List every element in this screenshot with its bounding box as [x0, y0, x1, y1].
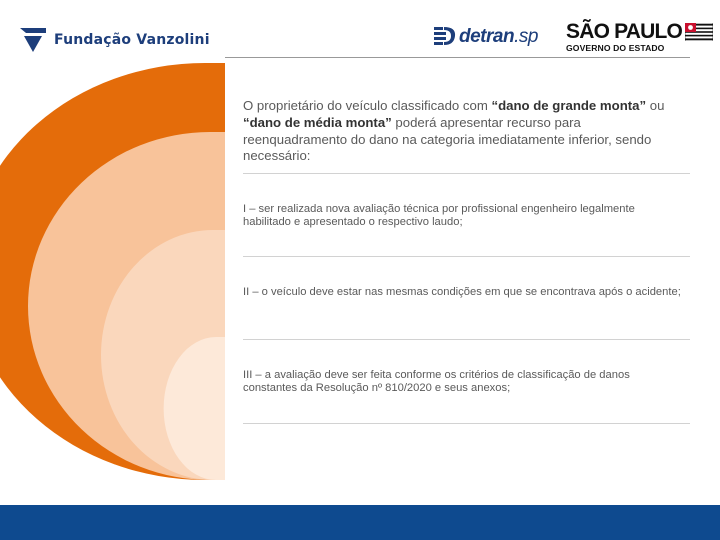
org-name: Fundação Vanzolini: [54, 32, 210, 48]
intro-paragraph: O proprietário do veículo classificado com “dano de grande monta” ou “dano de média monta” poderá apresentar recurso para reenquadramento do dano na categoria imediatamente inferior, sendo necessário:: [243, 98, 665, 164]
requirement-item-1: I – ser realizada nova avaliação técnica por profissional engenheiro legalmente habilitado e apresentado o respectivo laudo;: [243, 203, 635, 228]
divider: [243, 173, 690, 174]
detran-name: detran.sp: [459, 26, 538, 47]
footer-bar: [0, 505, 720, 540]
state-subtitle: GOVERNO DO ESTADO: [566, 43, 665, 53]
requirement-item-2: II – o veículo deve estar nas mesmas condições em que se encontrava após o acidente;: [243, 286, 681, 298]
divider: [243, 256, 690, 257]
state-title: SÃO PAULO: [566, 20, 683, 43]
divider: [243, 423, 690, 424]
divider: [243, 339, 690, 340]
requirement-item-3: III – a avaliação deve ser feita conforme os critérios de classificação de danos constantes da Resolução nº 810/2020 e seus anexos;: [243, 369, 630, 394]
